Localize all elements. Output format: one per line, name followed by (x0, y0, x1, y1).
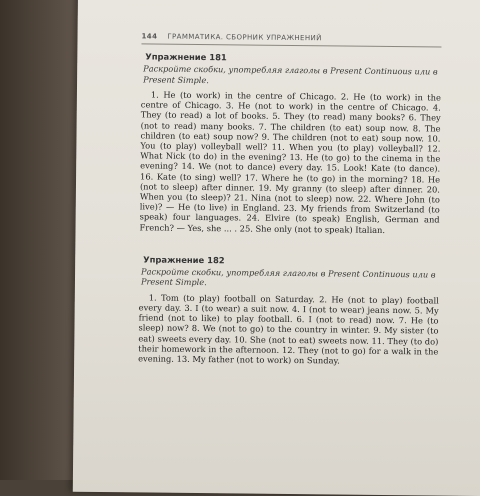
running-head (141, 32, 441, 47)
page-number: 144 (141, 32, 158, 41)
exercise-182-instruction: Раскройте скобки, употребляя глаголы в Present Continuous или в Present Simple. (140, 266, 436, 288)
page-content (138, 32, 441, 366)
exercise-181-text: 1. He (to work) in the centre of Chicago. 2. He (to work) in the centre of Chicago. 3. He (not to work) in the centre of Chicago. 4. They (to read) a lot of books. 5. They (to read) many books? 6. They (not to read) many books. 7. The children (to eat) soup now. 8. The children (to eat) soup now? 9. The children (not to eat) soup now. 10. You (to play) volleyball well? 11. When you (to play) volleyball? 12. What Nick (to do) in the evening? 13. He (to go) to the cinema in the evening? 14. We (not to dance) every day. 15. Look! Kate (to dance). 16. Kate (to sing) well? 17. Where he (to go) in the morning? 18. He (not to sleep) after dinner. 19. My granny (to sleep) after dinner. 20. When you (to sleep)? 21. Nina (not to sleep) now. 22. Where John (to live)? — He (to live) in England. 23. My friends from Switzerland (to speak) four languages. 24. Elvire (to speak) English, German and French? — Yes, she ... . 25. She only (not to speak) Italian. (139, 89, 441, 235)
exercise-181-title: Упражнение 181 (145, 51, 227, 63)
section-gap (139, 232, 439, 250)
exercise-182-title: Упражнение 182 (143, 254, 225, 266)
section-title: ГРАММАТИКА. СБОРНИК УПРАЖНЕНИЙ (167, 32, 322, 43)
book-page (73, 0, 480, 496)
exercise-181-instruction: Раскройте скобки, употребляя глаголы в Present Continuous или в Present Simple. (143, 63, 438, 85)
exercise-182-text: 1. Tom (to play) football on Saturday. 2. He (not to play) football every day. 3. I (to wear) a suit now. 4. I (not to wear) jeans now. 5. My friend (not to like) to play football. 6. I (not to read) now. 7. He (to sleep) now? 8. We (not to go) to the country in winter. 9. My sister (to eat) sweets every day. 10. She (not to eat) sweets now. 11. They (to do) their homework in the afternoon. 12. They (not to go) for a walk in the evening. 13. My father (not to work) on Sunday. (138, 292, 439, 366)
